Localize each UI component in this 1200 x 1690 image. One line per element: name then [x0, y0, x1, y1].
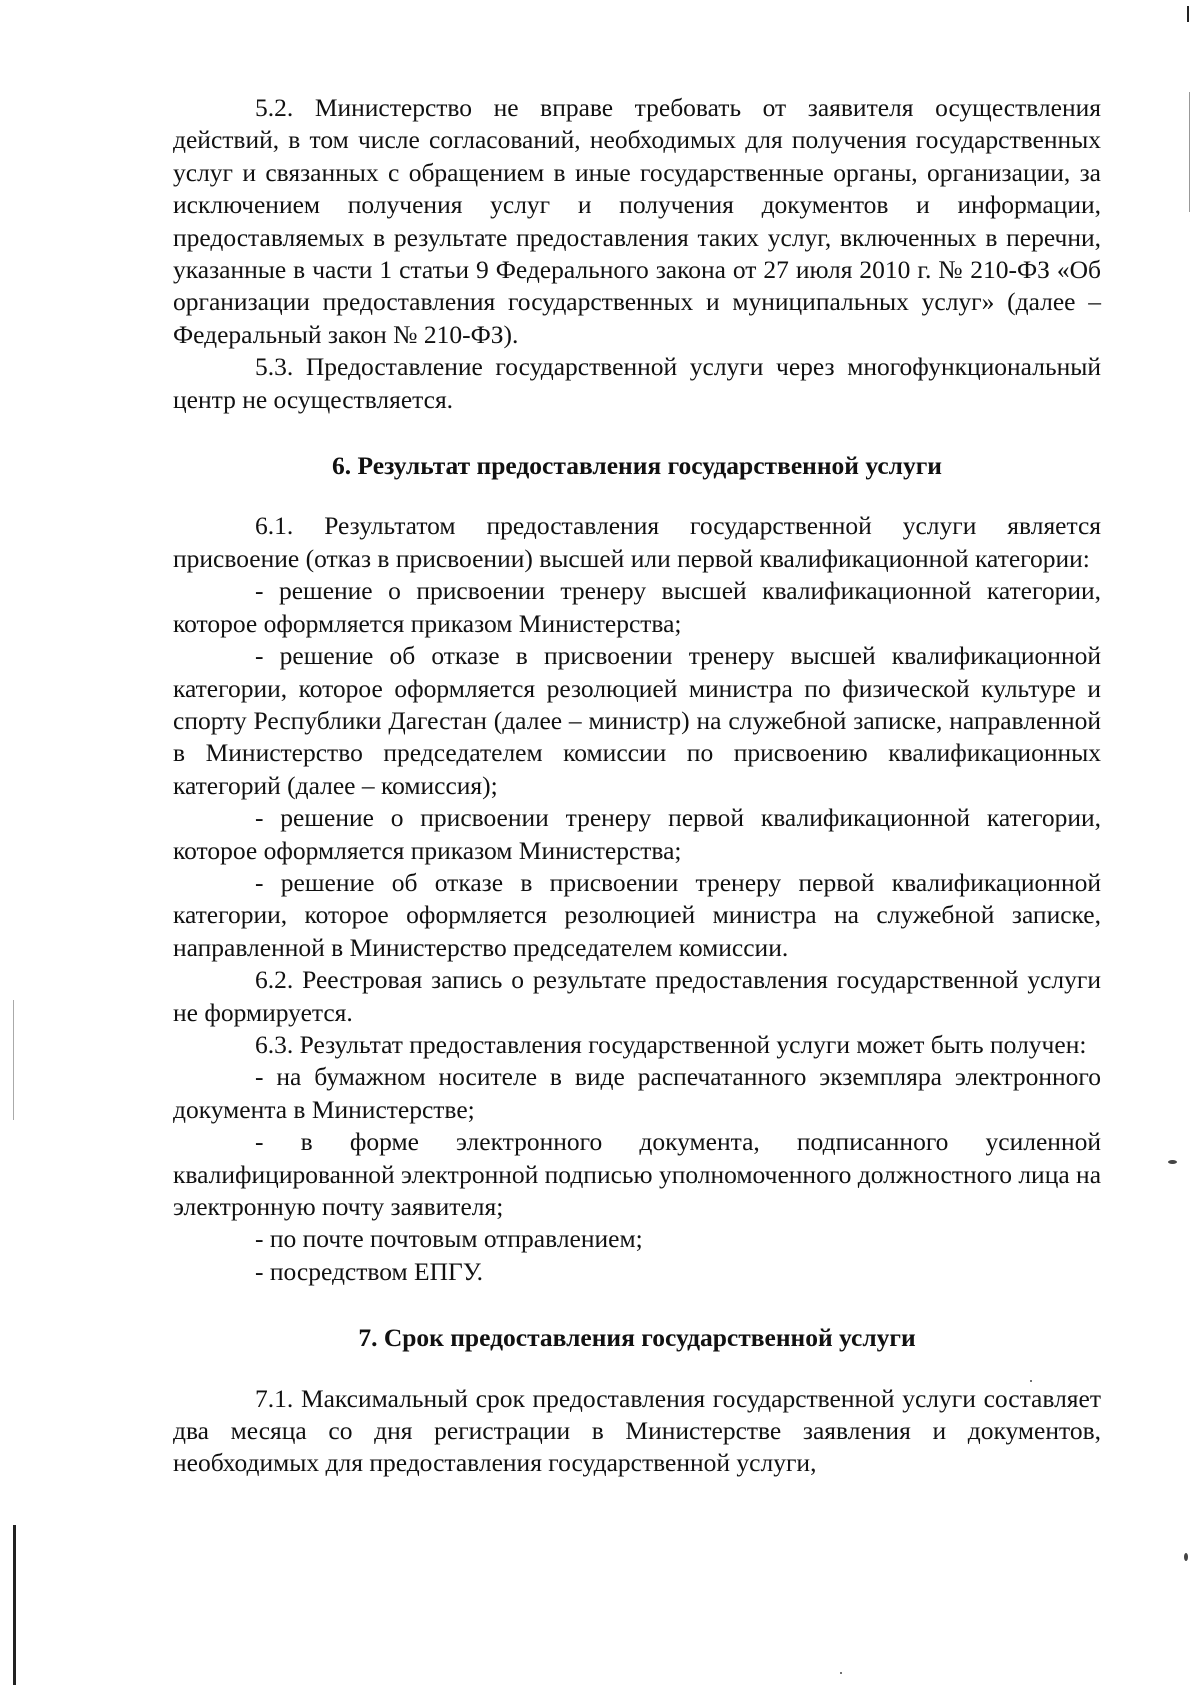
scan-edge-mark-bottom-left	[13, 1525, 16, 1685]
scan-speck	[1168, 1160, 1177, 1164]
list-item: - решение о присвоении тренеру первой квалификационной категории, которое оформляется приказом Министерства;	[173, 803, 1101, 865]
scan-edge-mark-right	[1189, 92, 1190, 212]
section-7-heading: 7. Срок предоставления государственной услуги	[358, 1323, 916, 1353]
scan-edge-mark-top-right	[1187, 6, 1189, 22]
section-6-heading: 6. Результат предоставления государственной услуги	[332, 451, 942, 481]
list-item: - в форме электронного документа, подписанного усиленной квалифицированной электронной подписью уполномоченного должностного лица на электронную почту заявителя;	[173, 1127, 1102, 1221]
document-body	[173, 92, 1101, 1480]
list-item: - на бумажном носителе в виде распечатанного экземпляра электронного документа в Министерстве;	[173, 1062, 1101, 1124]
paragraph-5-3: 5.3. Предоставление государственной услуги через многофункциональный центр не осуществляется.	[173, 352, 1101, 414]
paragraph-6-2: 6.2. Реестровая запись о результате предоставления государственной услуги не формируется.	[173, 965, 1101, 1027]
scan-speck	[1184, 1553, 1188, 1561]
list-item: - решение об отказе в присвоении тренеру высшей квалификационной категории, которое оформляется резолюцией министра по физической культуре и спорту Республики Дагестан (далее – министр) на служебной записке, направленной в Министерство председателем комиссии по присвоению квалификационных категорий (далее – комиссия);	[173, 641, 1101, 800]
paragraph-6-1: 6.1. Результатом предоставления государственной услуги является присвоение (отказ в присвоении) высшей или первой квалификационной категории:	[173, 511, 1101, 573]
paragraph-6-3: 6.3. Результат предоставления государственной услуги может быть получен:	[255, 1029, 1087, 1059]
paragraph-7-1: 7.1. Максимальный срок предоставления государственной услуги составляет два месяца со дня регистрации в Министерстве заявления и документов, необходимых для предоставления государственной услуги,	[173, 1383, 1101, 1478]
list-item: - посредством ЕПГУ.	[255, 1256, 484, 1286]
scan-speck	[840, 1672, 842, 1674]
scan-edge-mark-left	[13, 1000, 14, 1120]
list-item: - решение об отказе в присвоении тренеру первой квалификационной категории, которое оформляется резолюцией министра на служебной записке, направленной в Министерство председателем комиссии.	[173, 867, 1101, 962]
list-item: - по почте почтовым отправлением;	[255, 1224, 643, 1254]
list-item: - решение о присвоении тренеру высшей квалификационной категории, которое оформляется приказом Министерства;	[173, 576, 1101, 638]
paragraph-5-2: 5.2. Министерство не вправе требовать от заявителя осуществления действий, в том числе согласований, необходимых для получения государственных услуг и связанных с обращением в иные государственные органы, организации, за исключением получения услуг и получения документов и информации, предоставляемых в результате предоставления таких услуг, включенных в перечни, указанные в части 1 статьи 9 Федерального закона от 27 июля 2010 г. № 210-ФЗ «Об организации предоставления государственных и муниципальных услуг» (далее – Федеральный закон № 210-ФЗ).	[173, 93, 1101, 349]
